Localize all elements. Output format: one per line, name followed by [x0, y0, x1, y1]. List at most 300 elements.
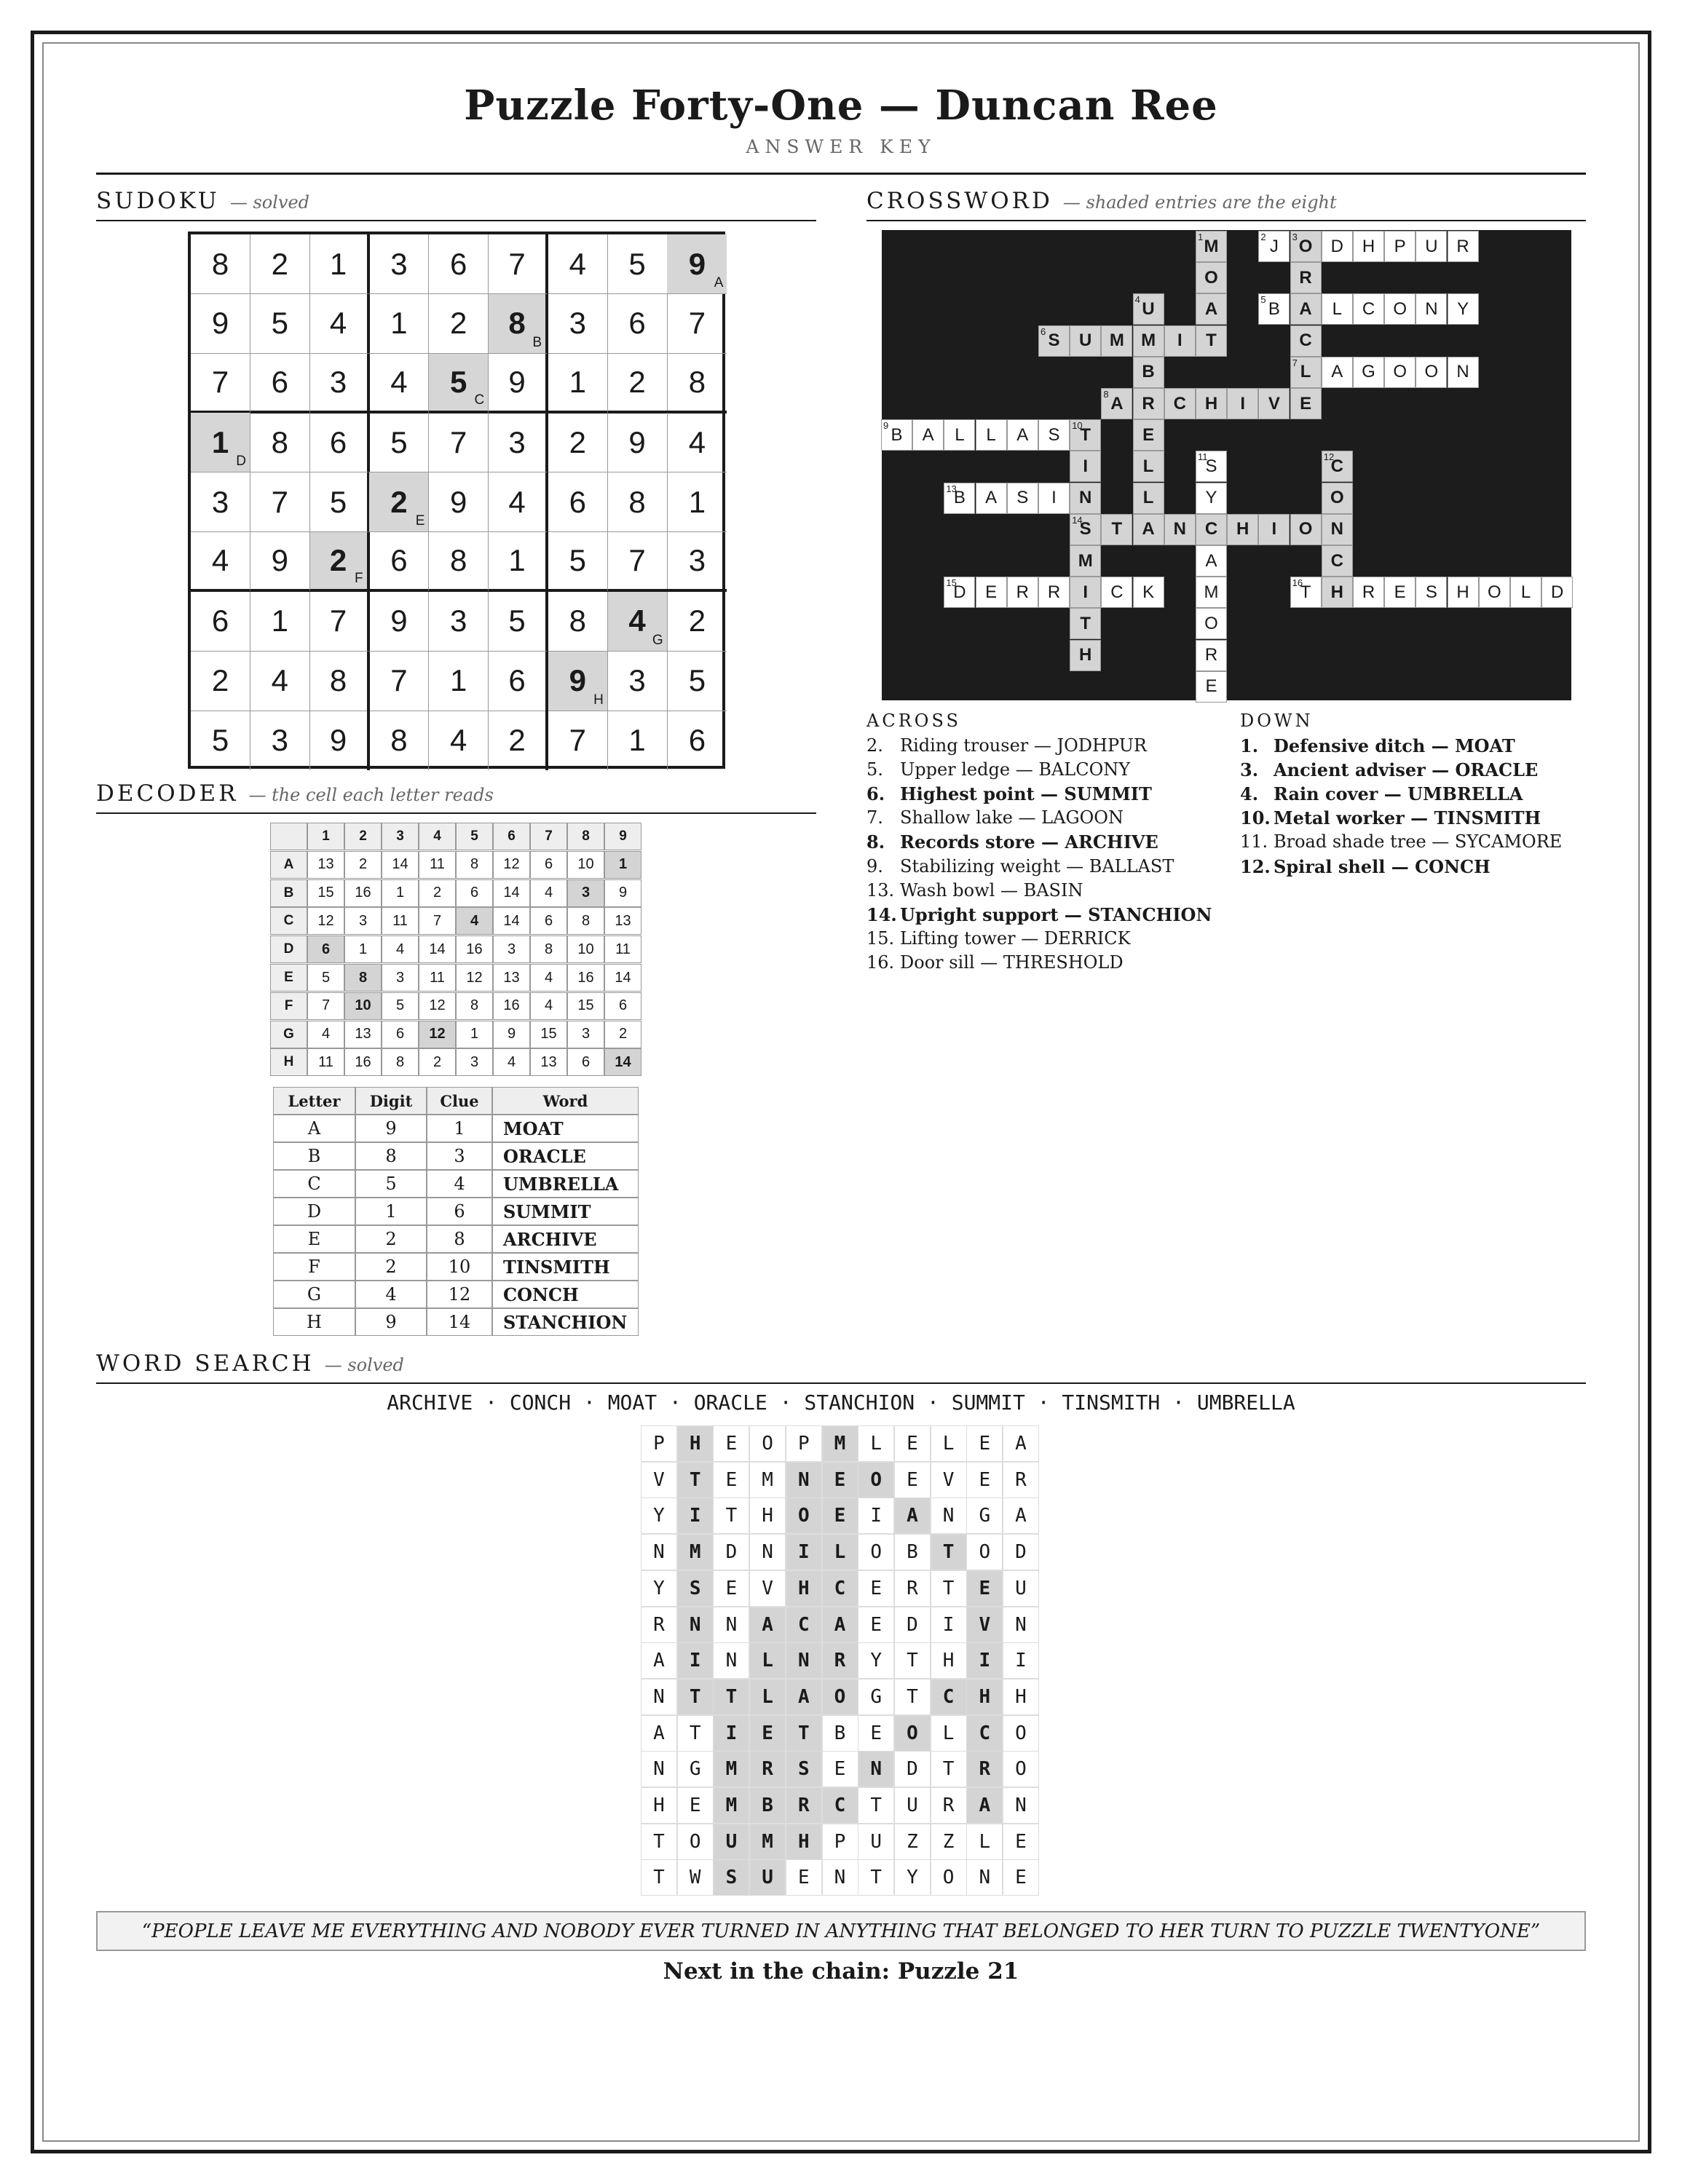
- sudoku-cell: [191, 413, 250, 472]
- crossword-letter: N: [1079, 488, 1092, 508]
- crossword-cell: [1322, 483, 1353, 514]
- wordsearch-cell: E: [1003, 1824, 1039, 1860]
- crossword-cell: [976, 419, 1007, 451]
- decoder-cell: 4: [307, 1021, 344, 1048]
- crossword-letter: N: [1456, 362, 1469, 382]
- sudoku-cell: [310, 652, 370, 711]
- sudoku-digit: 6: [450, 246, 467, 281]
- decoder-cell: 13: [493, 964, 530, 992]
- sudoku-cell: [608, 413, 668, 472]
- sudoku-digit: 4: [211, 543, 229, 577]
- crossword-letter: R: [1456, 236, 1469, 256]
- sudoku-digit: 3: [450, 604, 467, 638]
- across-clue: [866, 831, 1158, 852]
- wordsearch-cell: D: [1003, 1534, 1039, 1570]
- crossword-cell: [1133, 577, 1164, 608]
- crossword-cell: [1070, 577, 1101, 608]
- crossword-cell: [1541, 577, 1573, 608]
- crossword-letter: I: [1271, 519, 1277, 539]
- crossword-letter: A: [1142, 519, 1155, 539]
- sudoku-cell: [667, 592, 727, 652]
- wordsearch-cell: E: [858, 1715, 894, 1752]
- sudoku-digit: 3: [329, 364, 347, 399]
- wordsearch-cell: A: [1003, 1425, 1039, 1462]
- crossword-cell: [1070, 640, 1101, 671]
- crossword-cell: [1070, 483, 1101, 514]
- crossword-letter: T: [1206, 331, 1217, 351]
- decoder-cell: 14: [382, 851, 419, 879]
- sudoku-cell: [250, 592, 310, 652]
- crossword-cell: [1510, 577, 1541, 608]
- sudoku-note: — solved: [229, 192, 310, 213]
- decoder-cell: 7: [419, 907, 456, 935]
- crossword-cell: [1164, 388, 1196, 419]
- crossword-cell: [1101, 514, 1132, 545]
- wordsearch-cell: Z: [931, 1824, 967, 1860]
- wordsearch-cell: H: [749, 1497, 786, 1534]
- crossword-letter: L: [1300, 362, 1311, 382]
- wordsearch-cell: T: [677, 1679, 714, 1715]
- decoder-cell: 12: [493, 851, 530, 879]
- wordsearch-cell: M: [713, 1751, 749, 1787]
- crossword-letter: O: [1204, 267, 1218, 288]
- clue-text: Metal worker — TINSMITH: [1274, 807, 1541, 829]
- sudoku-rule: [96, 220, 816, 221]
- sudoku-digit: 5: [271, 306, 288, 341]
- decoder-col-header: 8: [567, 823, 604, 850]
- decoder-cell: 5: [382, 992, 419, 1020]
- wordsearch-cell: E: [713, 1570, 749, 1607]
- sudoku-digit: 7: [211, 364, 229, 399]
- wordsearch-cell: N: [858, 1751, 894, 1787]
- sudoku-cell: [369, 354, 429, 414]
- decoder-cell: 16: [344, 1048, 382, 1076]
- crossword-cell: [1322, 451, 1353, 482]
- sudoku-digit: 7: [569, 723, 586, 758]
- decoder-table-cell: 9: [355, 1308, 427, 1336]
- wordsearch-cell: I: [858, 1497, 894, 1534]
- wordsearch-cell: N: [641, 1534, 677, 1570]
- sudoku-digit: 4: [628, 604, 646, 638]
- wordsearch-cell: S: [677, 1570, 714, 1607]
- crossword-cell: [1353, 231, 1384, 262]
- wordsearch-cell: C: [966, 1715, 1003, 1752]
- wordsearch-cell: O: [966, 1534, 1003, 1570]
- wordsearch-cell: T: [786, 1715, 822, 1752]
- crossword-clue-number: 14: [1072, 514, 1083, 526]
- crossword-cell: [1101, 325, 1132, 357]
- crossword-letter: A: [922, 424, 934, 445]
- wordsearch-cell: E: [749, 1715, 786, 1752]
- crossword-letter: C: [1110, 582, 1124, 602]
- decoder-row-header: D: [270, 935, 307, 963]
- crossword-letter: E: [1300, 393, 1312, 414]
- sudoku-cell: [191, 472, 250, 532]
- crossword-letter: A: [985, 488, 998, 508]
- sudoku-digit: 6: [688, 723, 706, 758]
- sudoku-digit: 2: [688, 604, 706, 638]
- decoder-table-cell: B: [273, 1142, 355, 1170]
- sudoku-cell: [608, 354, 668, 414]
- sudoku-cell: [489, 234, 548, 294]
- sudoku-cell: [310, 711, 370, 770]
- crossword-cell: [1448, 577, 1479, 608]
- sudoku-digit: 7: [271, 484, 288, 519]
- crossword-cell: [1133, 388, 1164, 419]
- sudoku-cell: [310, 294, 370, 354]
- crossword-cell: [1196, 514, 1227, 545]
- across-clue: [866, 904, 1212, 925]
- sudoku-digit: 4: [508, 484, 526, 519]
- decoder-cell: 6: [530, 851, 567, 879]
- wordsearch-cell: D: [894, 1751, 931, 1787]
- across-clue: [866, 928, 1131, 949]
- next-puzzle: Next in the chain: Puzzle 21: [663, 1958, 1019, 1985]
- decoder-cell: 16: [493, 992, 530, 1020]
- sudoku-digit: 9: [508, 364, 526, 399]
- wordsearch-cell: P: [641, 1425, 677, 1462]
- decoder-table-cell: 8: [427, 1225, 492, 1253]
- wordsearch-cell: M: [822, 1425, 858, 1462]
- crossword-letter: H: [1362, 236, 1375, 256]
- sudoku-cell: [369, 532, 429, 592]
- crossword-letter: O: [1330, 488, 1344, 508]
- wordsearch-cell: N: [641, 1679, 677, 1715]
- clue-text: Lifting tower — DERRICK: [900, 927, 1131, 949]
- wordsearch-cell: R: [894, 1570, 931, 1607]
- crossword-cell: [1290, 577, 1322, 608]
- sudoku-cell: [250, 472, 310, 532]
- sudoku-digit: 4: [329, 306, 347, 341]
- clue-number: 15.: [866, 927, 895, 949]
- crossword-letter: I: [1083, 582, 1089, 602]
- decoder-table-cell: MOAT: [492, 1115, 639, 1142]
- decoder-table-cell: 1: [427, 1115, 492, 1142]
- wordsearch-cell: H: [966, 1679, 1003, 1715]
- wordsearch-cell: O: [858, 1462, 894, 1498]
- crossword-letter: D: [953, 582, 966, 602]
- crossword-letter: N: [1330, 519, 1343, 539]
- clue-number: 1.: [1240, 735, 1259, 756]
- decoder-cell: 8: [530, 935, 567, 963]
- sudoku-digit: 7: [450, 424, 467, 459]
- sudoku-digit: 1: [271, 604, 288, 638]
- crossword-letter: M: [1204, 236, 1219, 256]
- wordsearch-cell: O: [786, 1497, 822, 1534]
- sudoku-cell: [608, 472, 668, 532]
- crossword-cell: [1322, 514, 1353, 545]
- crossword-cell: [1164, 325, 1196, 357]
- crossword-letter: I: [1083, 456, 1089, 476]
- clue-number: 7.: [866, 807, 883, 828]
- decoder-cell: 3: [456, 1048, 493, 1076]
- decoder-table-cell: 14: [427, 1308, 492, 1336]
- sudoku-digit: 3: [390, 246, 408, 281]
- crossword-letter: Y: [1205, 488, 1217, 508]
- wordsearch-cell: L: [822, 1534, 858, 1570]
- decoder-cell: 13: [307, 851, 344, 879]
- decoder-col-header: 3: [382, 823, 419, 850]
- sudoku-cell: [250, 413, 310, 472]
- decoder-col-header: 1: [307, 823, 344, 850]
- wordsearch-cell: S: [786, 1751, 822, 1787]
- wordsearch-cell: H: [641, 1787, 677, 1824]
- sudoku-cell: [489, 592, 548, 652]
- crossword-cell: [1384, 357, 1416, 388]
- crossword-cell: [1290, 293, 1322, 325]
- wordsearch-cell: N: [822, 1859, 858, 1896]
- clue-text: Records store — ARCHIVE: [900, 831, 1158, 853]
- decoder-cell: 3: [344, 907, 382, 935]
- wordsearch-cell: R: [931, 1787, 967, 1824]
- decoder-cell: 1: [344, 935, 382, 963]
- sudoku-digit: 1: [329, 246, 347, 281]
- wordsearch-cell: N: [713, 1607, 749, 1643]
- sudoku-cell: [369, 234, 429, 294]
- crossword-letter: Y: [1457, 298, 1469, 319]
- crossword-cell: [1290, 388, 1322, 419]
- sudoku-cell: [191, 711, 250, 770]
- sudoku-cell-letter: B: [532, 334, 542, 350]
- wordsearch-cell: E: [858, 1570, 894, 1607]
- crossword-letter: K: [1142, 582, 1155, 602]
- crossword-letter: U: [1425, 236, 1438, 256]
- decoder-cell: 6: [382, 1021, 419, 1048]
- sudoku-cell: [489, 354, 548, 414]
- wordsearch-cell: L: [931, 1715, 967, 1752]
- decoder-table-header: Word: [492, 1087, 639, 1115]
- crossword-letter: C: [1330, 456, 1343, 476]
- sudoku-digit: 7: [508, 246, 526, 281]
- wordsearch-cell: U: [749, 1859, 786, 1896]
- sudoku-cell: [250, 652, 310, 711]
- crossword-letter: O: [1424, 362, 1439, 382]
- wordsearch-cell: E: [966, 1570, 1003, 1607]
- sudoku-digit: 6: [628, 306, 646, 341]
- crossword-clue-number: 12: [1323, 451, 1335, 463]
- clue-number: 8.: [866, 831, 885, 853]
- sudoku-cell: [429, 234, 489, 294]
- across-clue: [866, 952, 1124, 973]
- clue-number: 12.: [1240, 855, 1271, 877]
- crossword-cell: [1290, 231, 1322, 262]
- decoder-cell: 11: [419, 851, 456, 879]
- sudoku-digit: 1: [390, 306, 408, 341]
- crossword-cell: [1196, 231, 1227, 262]
- decoder-cell: 13: [604, 907, 641, 935]
- crossword-cell: [1164, 514, 1196, 545]
- crossword-letter: D: [1330, 236, 1343, 256]
- decoder-cell: 6: [456, 879, 493, 907]
- decoder-cell: 6: [567, 1048, 604, 1076]
- wordsearch-cell: I: [677, 1497, 714, 1534]
- crossword-clue-number: 2: [1260, 232, 1266, 242]
- down-clue: [1240, 856, 1490, 877]
- crossword-cell: [944, 577, 975, 608]
- sudoku-cell: [667, 532, 727, 592]
- crossword-letter: C: [1299, 331, 1312, 351]
- decoder-table-cell: UMBRELLA: [492, 1170, 639, 1198]
- crossword-letter: E: [1394, 582, 1406, 602]
- wordsearch-cell: D: [713, 1534, 749, 1570]
- clue-text: Broad shade tree — SYCAMORE: [1274, 831, 1563, 852]
- decoder-cell: 12: [419, 992, 456, 1020]
- wordsearch-cell: O: [931, 1859, 967, 1896]
- sudoku-digit: 4: [450, 723, 467, 758]
- wordsearch-cell: T: [894, 1642, 931, 1679]
- wordsearch-cell: U: [894, 1787, 931, 1824]
- decoder-cell: 11: [307, 1048, 344, 1076]
- wordsearch-cell: T: [641, 1824, 677, 1860]
- crossword-cell: [1133, 419, 1164, 451]
- wordsearch-cell: Y: [894, 1859, 931, 1896]
- crossword-cell: [976, 577, 1007, 608]
- wordsearch-cell: V: [966, 1607, 1003, 1643]
- decoder-cell: 14: [493, 879, 530, 907]
- sudoku-digit: 5: [688, 663, 706, 698]
- decoder-cell: 15: [307, 879, 344, 907]
- sudoku-digit: 5: [390, 424, 408, 459]
- decoder-table-cell: 6: [427, 1198, 492, 1225]
- sudoku-digit: 5: [450, 364, 467, 399]
- wordsearch-cell: B: [749, 1787, 786, 1824]
- wordsearch-cell: L: [858, 1425, 894, 1462]
- decoder-cell: 3: [567, 879, 604, 907]
- wordsearch-cell: R: [822, 1642, 858, 1679]
- clue-text: Upper ledge — BALCONY: [900, 759, 1131, 780]
- sudoku-digit: 8: [628, 484, 646, 519]
- decoder-row-header: E: [270, 964, 307, 992]
- sudoku-cell: [608, 711, 668, 770]
- wordsearch-cell: E: [713, 1462, 749, 1498]
- decoder-table-cell: SUMMIT: [492, 1198, 639, 1225]
- sudoku-digit: 9: [271, 543, 288, 577]
- sudoku-digit: 2: [329, 543, 347, 577]
- wordsearch-cell: O: [822, 1679, 858, 1715]
- sudoku-digit: 3: [569, 306, 586, 341]
- sudoku-digit: 8: [569, 604, 586, 638]
- sudoku-digit: 8: [211, 246, 229, 281]
- crossword-cell: [1070, 545, 1101, 577]
- crossword-clue-number: 5: [1260, 294, 1266, 306]
- crossword-cell: [1322, 293, 1353, 325]
- crossword-letter: H: [1236, 519, 1249, 539]
- sudoku-digit: 1: [688, 484, 706, 519]
- decoder-table-cell: 4: [427, 1170, 492, 1198]
- sudoku-cell: [310, 354, 370, 414]
- crossword-cell: [1384, 231, 1416, 262]
- crossword-letter: E: [1142, 424, 1155, 445]
- crossword-cell: [1038, 483, 1070, 514]
- crossword-cell: [1038, 325, 1070, 357]
- decoder-cell: 4: [530, 879, 567, 907]
- decoder-col-header: 6: [493, 823, 530, 850]
- crossword-letter: H: [1330, 582, 1343, 602]
- wordsearch-cell: I: [677, 1642, 714, 1679]
- crossword-heading: [866, 188, 1337, 214]
- sudoku-cell: [310, 234, 370, 294]
- crossword-cell: [1258, 293, 1290, 325]
- wordsearch-cell: E: [822, 1497, 858, 1534]
- crossword-cell: [976, 483, 1007, 514]
- decoder-cell: 2: [344, 851, 382, 879]
- sudoku-digit: 7: [688, 306, 706, 341]
- wordsearch-cell: A: [822, 1607, 858, 1643]
- crossword-cell: [1322, 545, 1353, 577]
- decoder-cell: 4: [456, 907, 493, 935]
- wordsearch-cell: E: [713, 1425, 749, 1462]
- wordsearch-cell: B: [894, 1534, 931, 1570]
- decoder-row-header: G: [270, 1021, 307, 1048]
- across-clue: [866, 759, 1130, 780]
- sudoku-digit: 8: [390, 723, 408, 758]
- wordsearch-cell: U: [713, 1824, 749, 1860]
- wordsearch-cell: D: [894, 1607, 931, 1643]
- decoder-table-cell: A: [273, 1115, 355, 1142]
- crossword-letter: C: [1330, 550, 1343, 571]
- crossword-cell: [1101, 577, 1132, 608]
- wordsearch-cell: R: [786, 1787, 822, 1824]
- crossword-cell: [1070, 514, 1101, 545]
- crossword-letter: S: [1048, 331, 1060, 351]
- sudoku-cell: [429, 711, 489, 770]
- decoder-table-cell: 5: [355, 1170, 427, 1198]
- crossword-letter: U: [1142, 298, 1155, 319]
- wordsearch-cell: P: [822, 1824, 858, 1860]
- sudoku-cell-letter: A: [714, 275, 724, 290]
- sudoku-cell: [667, 413, 727, 472]
- crossword-letter: L: [955, 424, 965, 445]
- wordsearch-cell: N: [786, 1642, 822, 1679]
- sudoku-digit: 1: [508, 543, 526, 577]
- crossword-letter: A: [1204, 298, 1218, 319]
- crossword-cell: [1196, 577, 1227, 608]
- wordsearch-cell: A: [749, 1607, 786, 1643]
- clue-number: 6.: [866, 783, 885, 805]
- clue-number: 13.: [866, 879, 895, 901]
- decoder-cell: 16: [567, 964, 604, 992]
- wordsearch-cell: E: [894, 1462, 931, 1498]
- crossword-cell: [1007, 419, 1038, 451]
- sudoku-cell: [429, 652, 489, 711]
- decoder-cell: 2: [419, 1048, 456, 1076]
- wordsearch-cell: I: [931, 1607, 967, 1643]
- clue-text: Upright support — STANCHION: [900, 903, 1212, 925]
- decoder-table-cell: E: [273, 1225, 355, 1253]
- crossword-cell: [1384, 577, 1416, 608]
- crossword-cell: [1353, 293, 1384, 325]
- wordsearch-cell: I: [786, 1534, 822, 1570]
- sudoku-digit: 4: [569, 246, 586, 281]
- wordsearch-cell: L: [966, 1824, 1003, 1860]
- crossword-letter: N: [1173, 519, 1186, 539]
- crossword-clue-number: 10: [1072, 420, 1083, 432]
- clue-text: Highest point — SUMMIT: [900, 783, 1152, 805]
- crossword-letter: R: [1047, 582, 1061, 602]
- crossword-cell: [1133, 357, 1164, 388]
- sudoku-cell: [489, 711, 548, 770]
- decoder-row-header: C: [270, 907, 307, 935]
- wordsearch-cell: I: [1003, 1642, 1039, 1679]
- crossword-letter: T: [1080, 613, 1091, 633]
- crossword-letter: R: [1142, 393, 1155, 414]
- down-clue: [1240, 831, 1562, 852]
- sudoku-cell-letter: E: [415, 513, 425, 529]
- decoder-table-cell: 2: [355, 1253, 427, 1281]
- sudoku-digit: 3: [688, 543, 706, 577]
- crossword-cell: [1196, 483, 1227, 514]
- crossword-cell: [1007, 577, 1038, 608]
